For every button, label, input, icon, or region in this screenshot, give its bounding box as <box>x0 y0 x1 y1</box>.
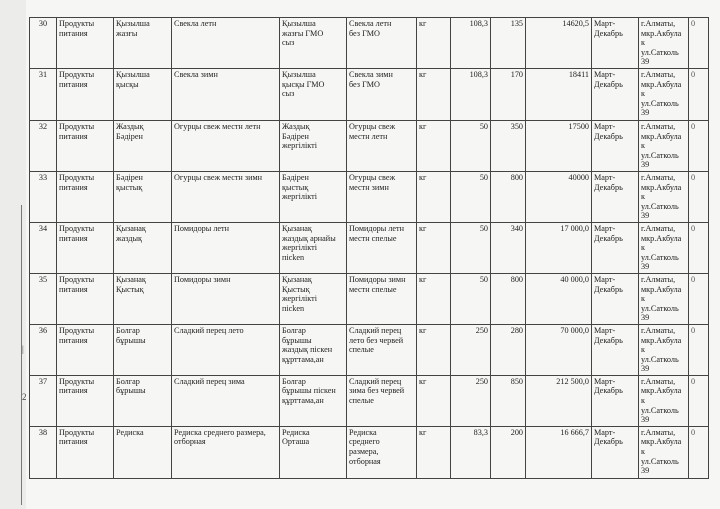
price-cell: 340 <box>491 222 526 273</box>
address-cell: г.Алматы, мкр.Акбула к ул.Сатколь 39 <box>639 375 689 426</box>
name-russian-cell: Помидоры зимн <box>172 273 280 324</box>
sum-cell: 212 500,0 <box>526 375 592 426</box>
extra-cell: 0 <box>689 324 709 375</box>
procurement-table <box>29 17 709 479</box>
extra-cell: 0 <box>689 171 709 222</box>
sum-cell: 18411 <box>526 68 592 120</box>
sum-cell: 40 000,0 <box>526 273 592 324</box>
unit-cell: кг <box>417 324 451 375</box>
period-cell: Март- Декабрь <box>592 120 639 171</box>
name-russian-cell: Сладкий перец лето <box>172 324 280 375</box>
category-cell: Продукты питания <box>57 18 114 69</box>
row-number: 35 <box>30 273 57 324</box>
extra-cell: 0 <box>689 426 709 478</box>
sum-cell: 17 000,0 <box>526 222 592 273</box>
quantity-cell: 250 <box>451 375 491 426</box>
period-cell: Март- Декабрь <box>592 68 639 120</box>
address-cell: г.Алматы, мкр.Акбула к ул.Сатколь 39 <box>639 324 689 375</box>
row-number: 31 <box>30 68 57 120</box>
price-cell: 200 <box>491 426 526 478</box>
extra-cell: 0 <box>689 120 709 171</box>
row-number: 34 <box>30 222 57 273</box>
description-kazakh-cell: Қызылша жазғы ГМО сыз <box>280 18 347 69</box>
address-cell: г.Алматы, мкр.Акбула к ул.Сатколь 39 <box>639 426 689 478</box>
name-russian-cell: Редиска среднего размера, отборная <box>172 426 280 478</box>
sum-cell: 16 666,7 <box>526 426 592 478</box>
description-kazakh-cell: Қызылша қысқы ГМО сыз <box>280 68 347 120</box>
description-russian-cell: Сладкий перец лето без червей спелые <box>347 324 417 375</box>
description-kazakh-cell: Бәдірен қыстық жергілікті <box>280 171 347 222</box>
quantity-cell: 108,3 <box>451 18 491 69</box>
category-cell: Продукты питания <box>57 171 114 222</box>
quantity-cell: 50 <box>451 171 491 222</box>
quantity-cell: 50 <box>451 120 491 171</box>
name-russian-cell: Огурцы свеж местн зимн <box>172 171 280 222</box>
sum-cell: 70 000,0 <box>526 324 592 375</box>
extra-cell: 0 <box>689 68 709 120</box>
address-cell: г.Алматы, мкр.Акбула к ул.Сатколь 39 <box>639 18 689 69</box>
table-row <box>30 273 709 324</box>
address-cell: г.Алматы, мкр.Акбула к ул.Сатколь 39 <box>639 171 689 222</box>
page-binding-margin <box>0 0 26 509</box>
binding-edge-line <box>21 205 22 505</box>
name-kazakh-cell: Болгар бұрышы <box>114 324 172 375</box>
edge-tick-mark: | <box>22 344 24 354</box>
sum-cell: 17500 <box>526 120 592 171</box>
description-russian-cell: Редиска среднего размера, отборная <box>347 426 417 478</box>
description-russian-cell: Свекла зимн без ГМО <box>347 68 417 120</box>
description-kazakh-cell: Қызанақ Қыстық жергілікті пісken <box>280 273 347 324</box>
row-number: 37 <box>30 375 57 426</box>
category-cell: Продукты питания <box>57 375 114 426</box>
price-cell: 800 <box>491 273 526 324</box>
name-kazakh-cell: Қызылша жазғы <box>114 18 172 69</box>
category-cell: Продукты питания <box>57 324 114 375</box>
unit-cell: кг <box>417 222 451 273</box>
category-cell: Продукты питания <box>57 426 114 478</box>
row-number: 32 <box>30 120 57 171</box>
unit-cell: кг <box>417 171 451 222</box>
quantity-cell: 50 <box>451 273 491 324</box>
edge-tick-mark: 2 <box>22 392 27 402</box>
price-cell: 850 <box>491 375 526 426</box>
table-row <box>30 68 709 120</box>
period-cell: Март- Декабрь <box>592 273 639 324</box>
table-row <box>30 324 709 375</box>
unit-cell: кг <box>417 273 451 324</box>
description-russian-cell: Сладкий перец зима без червей спелые <box>347 375 417 426</box>
name-russian-cell: Свекла зимн <box>172 68 280 120</box>
price-cell: 170 <box>491 68 526 120</box>
address-cell: г.Алматы, мкр.Акбула к ул.Сатколь 39 <box>639 222 689 273</box>
row-number: 36 <box>30 324 57 375</box>
price-cell: 135 <box>491 18 526 69</box>
table-row <box>30 222 709 273</box>
unit-cell: кг <box>417 426 451 478</box>
unit-cell: кг <box>417 18 451 69</box>
address-cell: г.Алматы, мкр.Акбула к ул.Сатколь 39 <box>639 273 689 324</box>
row-number: 38 <box>30 426 57 478</box>
sum-cell: 14620,5 <box>526 18 592 69</box>
name-russian-cell: Помидоры летн <box>172 222 280 273</box>
table-row <box>30 426 709 478</box>
name-kazakh-cell: Қызылша қысқы <box>114 68 172 120</box>
category-cell: Продукты питания <box>57 120 114 171</box>
category-cell: Продукты питания <box>57 68 114 120</box>
table-body <box>30 18 709 479</box>
sum-cell: 40000 <box>526 171 592 222</box>
description-russian-cell: Помидоры летн местн спелые <box>347 222 417 273</box>
quantity-cell: 250 <box>451 324 491 375</box>
description-kazakh-cell: Болгар бұрышы піскен құрттама,ан <box>280 375 347 426</box>
period-cell: Март- Декабрь <box>592 375 639 426</box>
extra-cell: 0 <box>689 273 709 324</box>
name-kazakh-cell: Редиска <box>114 426 172 478</box>
table-row <box>30 18 709 69</box>
description-kazakh-cell: Редиска Орташа <box>280 426 347 478</box>
unit-cell: кг <box>417 68 451 120</box>
price-cell: 280 <box>491 324 526 375</box>
name-russian-cell: Свекла летн <box>172 18 280 69</box>
price-cell: 350 <box>491 120 526 171</box>
category-cell: Продукты питания <box>57 222 114 273</box>
name-russian-cell: Сладкий перец зима <box>172 375 280 426</box>
period-cell: Март- Декабрь <box>592 222 639 273</box>
description-kazakh-cell: Жаздық Бәдірен жергілікті <box>280 120 347 171</box>
period-cell: Март- Декабрь <box>592 426 639 478</box>
extra-cell: 0 <box>689 222 709 273</box>
table-row <box>30 120 709 171</box>
name-kazakh-cell: Қызанақ жаздық <box>114 222 172 273</box>
period-cell: Март- Декабрь <box>592 171 639 222</box>
unit-cell: кг <box>417 120 451 171</box>
row-number: 30 <box>30 18 57 69</box>
name-kazakh-cell: Болгар бұрышы <box>114 375 172 426</box>
description-kazakh-cell: Қызанақ жаздық арнайы жергілікті пісken <box>280 222 347 273</box>
quantity-cell: 83,3 <box>451 426 491 478</box>
quantity-cell: 50 <box>451 222 491 273</box>
description-russian-cell: Огурцы свеж местн летн <box>347 120 417 171</box>
period-cell: Март- Декабрь <box>592 324 639 375</box>
row-number: 33 <box>30 171 57 222</box>
table-row <box>30 171 709 222</box>
quantity-cell: 108,3 <box>451 68 491 120</box>
extra-cell: 0 <box>689 18 709 69</box>
name-kazakh-cell: Бәдірен қыстық <box>114 171 172 222</box>
category-cell: Продукты питания <box>57 273 114 324</box>
price-cell: 800 <box>491 171 526 222</box>
name-russian-cell: Огурцы свеж местн летн <box>172 120 280 171</box>
period-cell: Март- Декабрь <box>592 18 639 69</box>
description-russian-cell: Свекла летн без ГМО <box>347 18 417 69</box>
table-row <box>30 375 709 426</box>
extra-cell: 0 <box>689 375 709 426</box>
description-russian-cell: Помидоры зимн местн спелые <box>347 273 417 324</box>
description-kazakh-cell: Болгар бұрышы жаздық піскен құрттама,ан <box>280 324 347 375</box>
unit-cell: кг <box>417 375 451 426</box>
name-kazakh-cell: Жаздық Бәдірен <box>114 120 172 171</box>
name-kazakh-cell: Қызанақ Қыстық <box>114 273 172 324</box>
address-cell: г.Алматы, мкр.Акбула к ул.Сатколь 39 <box>639 68 689 120</box>
description-russian-cell: Огурцы свеж местн зимн <box>347 171 417 222</box>
address-cell: г.Алматы, мкр.Акбула к ул.Сатколь 39 <box>639 120 689 171</box>
